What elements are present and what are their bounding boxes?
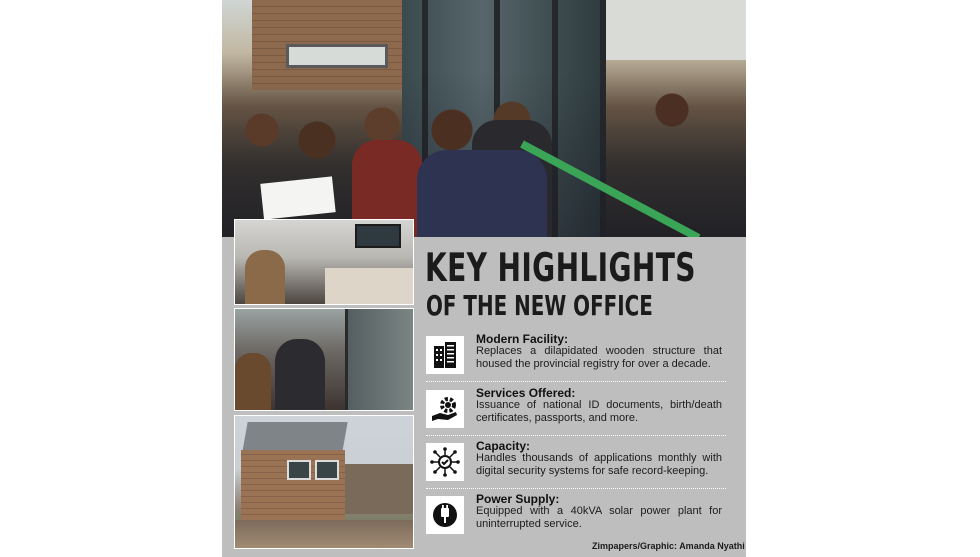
highlight-description: Issuance of national ID documents, birth/death certificates, passports, and more. [476, 399, 722, 424]
highlight-title: Modern Facility: [476, 332, 569, 346]
sky-area [602, 0, 746, 60]
hand-gear-icon [426, 390, 464, 428]
building-exterior-photo [234, 415, 414, 549]
security-network-icon [426, 443, 464, 481]
highlight-capacity [426, 439, 734, 485]
highlight-power-supply [426, 492, 734, 538]
celebration-photo [234, 308, 414, 411]
highlight-modern-facility [426, 332, 734, 378]
building-wing [345, 464, 413, 514]
walkway [235, 520, 413, 548]
building-roof [242, 422, 347, 452]
wall-monitor [355, 224, 401, 248]
headline-primary: KEY HIGHLIGHTS [425, 246, 696, 291]
document-sheet [260, 176, 335, 219]
infographic-poster [222, 0, 746, 557]
highlight-services-offered [426, 386, 734, 432]
dotted-divider [426, 381, 726, 382]
highlight-title: Services Offered: [476, 386, 576, 400]
service-desk [325, 268, 413, 304]
dotted-divider [426, 488, 726, 489]
glass-door [345, 309, 414, 410]
highlight-title: Capacity: [476, 439, 531, 453]
ribbon-cutting-photo [222, 0, 746, 237]
building-window [287, 460, 311, 480]
photo-credit: Zimpapers/Graphic: Amanda Nyathi [592, 541, 745, 551]
office-interior-photo [234, 219, 414, 305]
highlight-description: Equipped with a 40kVA solar power plant for uninterrupted service. [476, 505, 722, 530]
building-window [315, 460, 339, 480]
official [275, 339, 325, 410]
building-window [286, 44, 388, 68]
headline-secondary: OF THE NEW OFFICE [426, 289, 653, 322]
office-building-icon [426, 336, 464, 374]
official-cutting-ribbon [417, 150, 547, 237]
dotted-divider [426, 435, 726, 436]
power-plug-icon [426, 496, 464, 534]
highlight-description: Handles thousands of applications monthly with digital security systems for safe record-keeping. [476, 452, 722, 477]
seated-person [245, 250, 285, 304]
highlight-description: Replaces a dilapidated wooden structure that housed the provincial registry for over a decade. [476, 345, 722, 370]
attendee [235, 353, 271, 410]
highlight-title: Power Supply: [476, 492, 560, 506]
